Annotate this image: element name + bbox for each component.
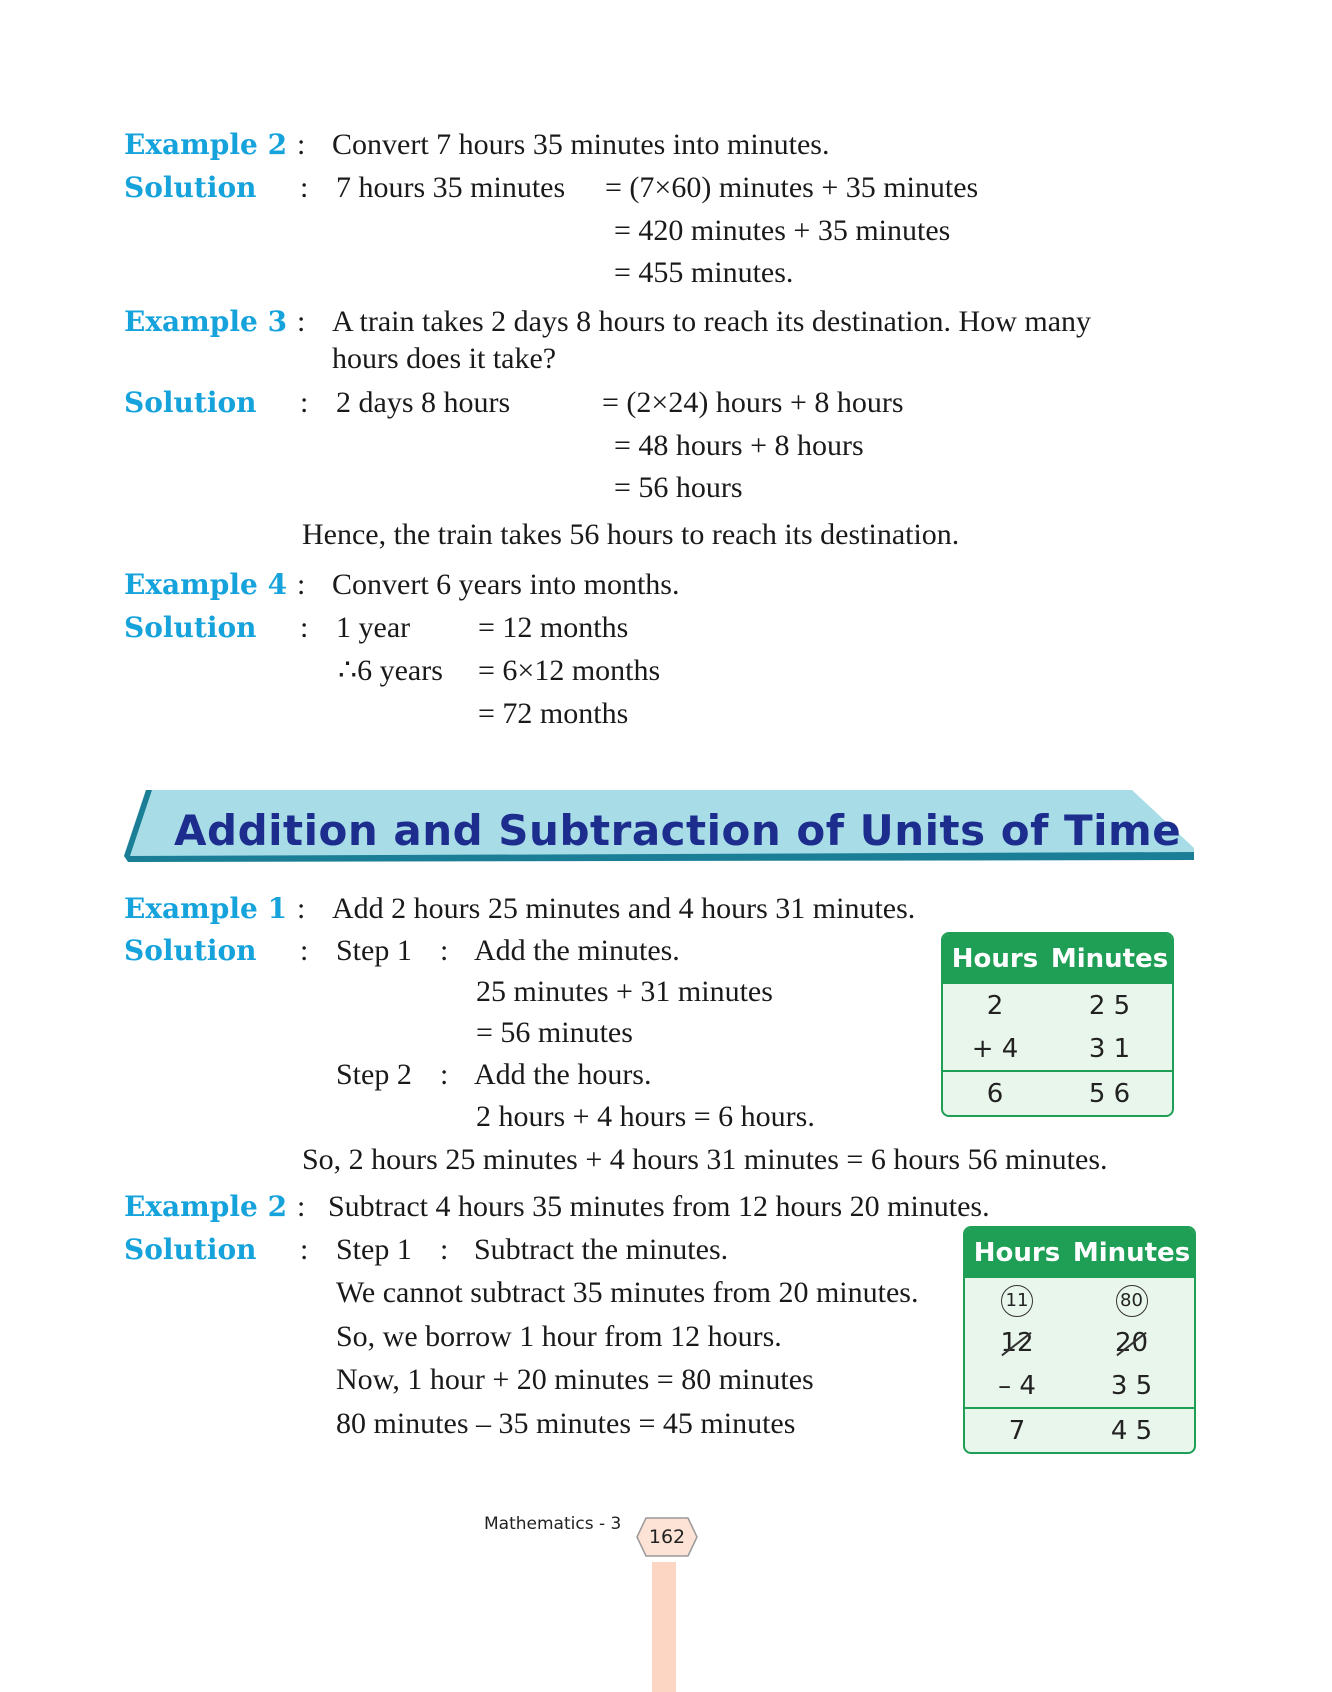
step-2-label: Step 2 xyxy=(336,1058,412,1091)
solution-line: = 48 hours + 8 hours xyxy=(614,429,864,462)
hours-cell: + 4 xyxy=(971,1033,1019,1064)
hours-cell: – 4 xyxy=(998,1370,1036,1401)
step-line: 80 minutes – 35 minutes = 45 minutes xyxy=(336,1407,796,1440)
step-1-text: Subtract the minutes. xyxy=(474,1233,729,1266)
example-4-question: Convert 6 years into months. xyxy=(332,568,680,601)
table-header xyxy=(943,934,1172,984)
step-line: 25 minutes + 31 minutes xyxy=(476,975,773,1008)
example-2-question: Subtract 4 hours 35 minutes from 12 hours 20 minutes. xyxy=(328,1190,990,1223)
minutes-total: 4 5 xyxy=(1110,1415,1153,1446)
example-3-question-line2: hours does it take? xyxy=(332,342,557,375)
minutes-cell xyxy=(1069,1283,1194,1317)
table-row xyxy=(965,1364,1194,1407)
solution-line: = 455 minutes. xyxy=(614,256,794,289)
borrow-row xyxy=(965,1278,1194,1321)
example-3-question-line1: A train takes 2 days 8 hours to reach its destination. How many xyxy=(332,305,1092,338)
table-row xyxy=(943,1027,1172,1070)
footer-book-title: Mathematics - 3 xyxy=(484,1514,622,1534)
solution-label: Solution xyxy=(124,611,257,644)
minutes-cell: 2 5 xyxy=(1088,990,1131,1021)
colon: : xyxy=(300,171,309,204)
colon: : xyxy=(440,1058,449,1091)
step-line: So, we borrow 1 hour from 12 hours. xyxy=(336,1320,782,1353)
example-1-conclusion: So, 2 hours 25 minutes + 4 hours 31 minutes = 6 hours 56 minutes. xyxy=(302,1143,1108,1176)
borrow-hours-circle: 11 xyxy=(1001,1285,1033,1317)
step-1-label: Step 1 xyxy=(336,1233,412,1266)
col-hours: Hours xyxy=(973,1238,1061,1268)
step-1-text: Add the minutes. xyxy=(474,934,680,967)
example-1-label: Example 1 xyxy=(124,892,288,925)
example-3-label: Example 3 xyxy=(124,305,288,338)
solution-line: = 420 minutes + 35 minutes xyxy=(614,214,951,247)
struck-hours: 12 xyxy=(1000,1327,1034,1358)
solution-line: ∴6 years xyxy=(338,654,443,687)
table-total-row xyxy=(943,1070,1172,1115)
page-number: 162 xyxy=(648,1526,686,1548)
table-row xyxy=(965,1321,1194,1364)
solution-lhs: 7 hours 35 minutes xyxy=(336,171,566,204)
addition-table xyxy=(941,932,1174,1117)
minutes-total: 5 6 xyxy=(1088,1078,1131,1109)
section-title: Addition and Subtraction of Units of Time xyxy=(174,806,1182,855)
solution-line: = 72 months xyxy=(478,697,629,730)
colon: : xyxy=(297,128,306,161)
solution-label: Solution xyxy=(124,171,257,204)
solution-label: Solution xyxy=(124,386,257,419)
step-2-text: Add the hours. xyxy=(474,1058,652,1091)
colon: : xyxy=(297,1190,306,1223)
section-banner xyxy=(124,790,1196,880)
example-2-question: Convert 7 hours 35 minutes into minutes. xyxy=(332,128,830,161)
minutes-cell: 3 5 xyxy=(1110,1370,1153,1401)
colon: : xyxy=(300,386,309,419)
minutes-cell: 3 1 xyxy=(1088,1033,1131,1064)
table-row xyxy=(943,984,1172,1027)
hours-total: 7 xyxy=(1008,1415,1026,1446)
solution-line: = (7×60) minutes + 35 minutes xyxy=(605,171,979,204)
colon: : xyxy=(297,568,306,601)
step-line: Now, 1 hour + 20 minutes = 80 minutes xyxy=(336,1363,814,1396)
subtraction-table xyxy=(963,1226,1196,1454)
hours-cell: 2 xyxy=(986,990,1004,1021)
col-minutes: Minutes xyxy=(1072,1238,1191,1268)
step-1-label: Step 1 xyxy=(336,934,412,967)
borrow-minutes-circle: 80 xyxy=(1116,1285,1148,1317)
solution-line: = 12 months xyxy=(478,611,629,644)
col-hours: Hours xyxy=(951,944,1039,974)
colon: : xyxy=(297,892,306,925)
solution-label: Solution xyxy=(124,934,257,967)
colon: : xyxy=(300,1233,309,1266)
minutes-cell xyxy=(1069,1328,1194,1358)
example-2-label: Example 2 xyxy=(124,128,288,161)
example-1-question: Add 2 hours 25 minutes and 4 hours 31 minutes. xyxy=(332,892,916,925)
colon: : xyxy=(440,1233,449,1266)
colon: : xyxy=(440,934,449,967)
col-minutes: Minutes xyxy=(1050,944,1169,974)
example-2-label: Example 2 xyxy=(124,1190,288,1223)
table-header xyxy=(965,1228,1194,1278)
solution-line: = (2×24) hours + 8 hours xyxy=(602,386,904,419)
example-4-label: Example 4 xyxy=(124,568,288,601)
page-strip xyxy=(652,1562,676,1692)
hours-cell xyxy=(965,1283,1069,1317)
solution-label: Solution xyxy=(124,1233,257,1266)
solution-line: = 6×12 months xyxy=(478,654,661,687)
hours-total: 6 xyxy=(986,1078,1004,1109)
step-line: 2 hours + 4 hours = 6 hours. xyxy=(476,1100,815,1133)
struck-minutes: 20 xyxy=(1114,1327,1149,1358)
colon: : xyxy=(297,305,306,338)
step-line: = 56 minutes xyxy=(476,1016,633,1049)
colon: : xyxy=(300,611,309,644)
hours-cell xyxy=(965,1328,1069,1358)
table-total-row xyxy=(965,1407,1194,1452)
solution-line: 1 year xyxy=(336,611,411,644)
solution-line: = 56 hours xyxy=(614,471,743,504)
step-line: We cannot subtract 35 minutes from 20 minutes. xyxy=(336,1276,919,1309)
solution-lhs: 2 days 8 hours xyxy=(336,386,511,419)
example-3-conclusion: Hence, the train takes 56 hours to reach its destination. xyxy=(302,518,960,551)
colon: : xyxy=(300,934,309,967)
